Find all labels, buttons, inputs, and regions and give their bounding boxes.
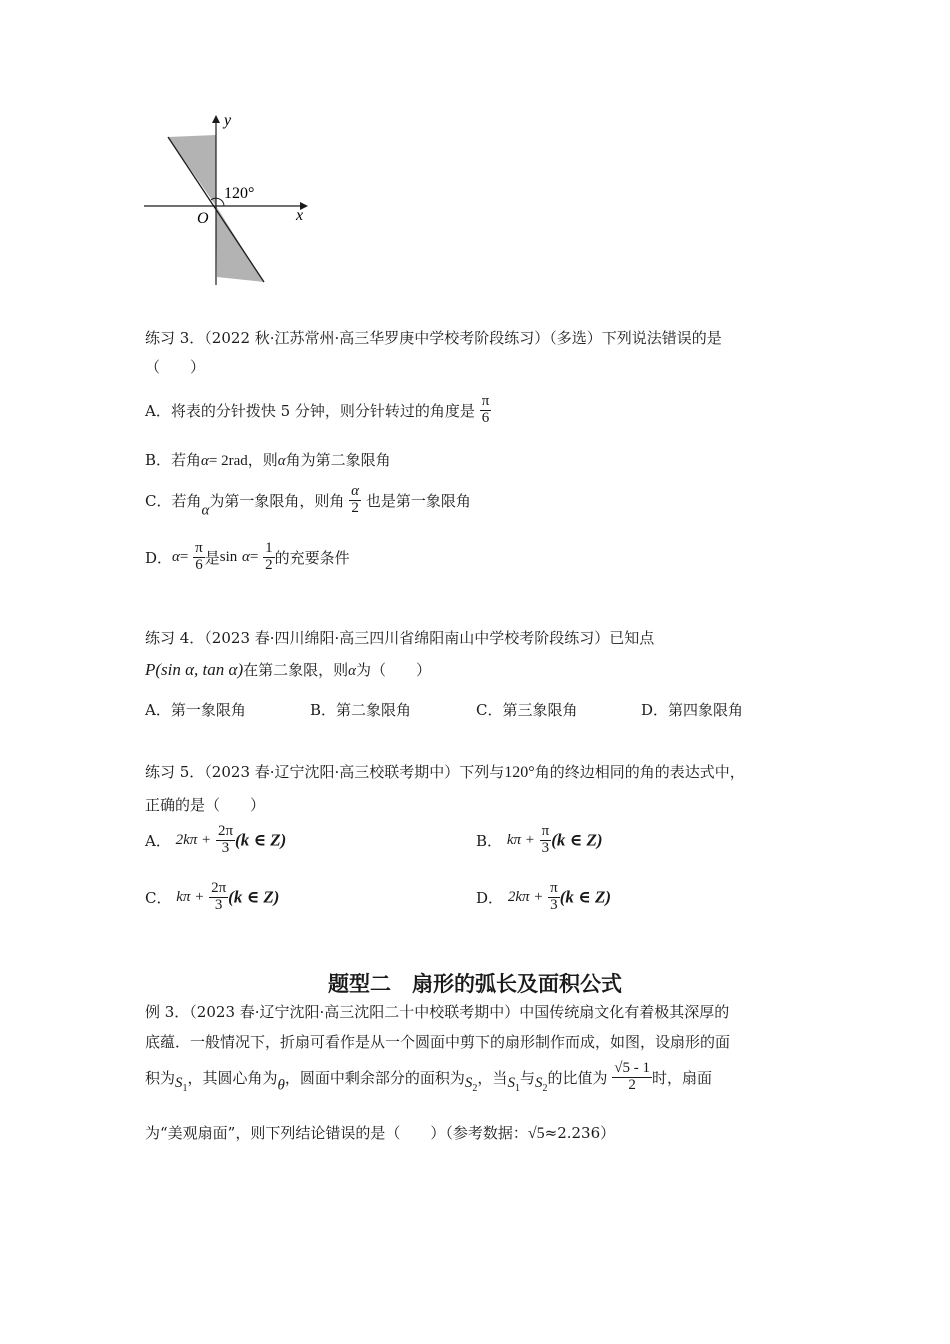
- option-d-fraction-2: $\frac{1}{2}$: [265, 540, 273, 573]
- option-a-fraction: $\frac{2\pi}{3}$: [217, 823, 234, 856]
- exercise-4-option-a: A．第一象限角: [145, 701, 246, 719]
- exercise-5-option-a: A． 2kπ + $\frac{2\pi}{3}$ (k ∈ Z): [145, 823, 287, 856]
- angle-label: 120°: [224, 185, 255, 202]
- y-axis-arrow: [212, 115, 220, 123]
- exercise-3-paren: （ ）: [145, 358, 206, 376]
- y-axis-label: y: [224, 112, 232, 129]
- option-d-fraction: $\frac{\pi}{3}$: [550, 880, 558, 913]
- exercise-3-option-c: C．若角α为第一象限角，则角 $\frac{\alpha}{2}$ 也是第一象限角: [145, 483, 471, 519]
- example-3-line1: 例 3．（2023 春·辽宁沈阳·高三沈阳二十中校联考期中）中国传统扇文化有着极其深厚的: [145, 1003, 730, 1021]
- coordinate-figure: [140, 105, 320, 290]
- option-c-fraction: $\frac{2\pi}{3}$: [211, 880, 227, 913]
- exercise-4-option-c: C．第三象限角: [476, 701, 578, 719]
- ratio-fraction: $\frac{√5 - 1}{2}$: [614, 1060, 650, 1093]
- section-title: 题型二 扇形的弧长及面积公式: [328, 972, 622, 996]
- exercise-5-option-b: B． kπ + $\frac{\pi}{3}$ (k ∈ Z): [476, 823, 603, 856]
- exercise-4-header: 练习 4．（2023 春·四川绵阳·高三四川省绵阳南山中学校考阶段练习）已知点: [145, 629, 655, 647]
- example-3-line4: 为“美观扇面”，则下列结论错误的是（ ）（参考数据：√5≈2.236）: [145, 1124, 616, 1142]
- option-b-fraction: $\frac{\pi}{3}$: [541, 823, 550, 856]
- exercise-3-header: 练习 3．（2022 秋·江苏常州·高三华罗庚中学校考阶段练习）（多选）下列说法错误的是: [145, 329, 722, 347]
- shaded-region-upper: [168, 135, 216, 206]
- exercise-5-option-c: C． kπ + $\frac{2\pi}{3}$ (k ∈ Z): [145, 880, 280, 913]
- option-a-fraction: $\frac{\pi}{6}$: [481, 393, 490, 426]
- option-a-text: A．将表的分针拨快 5 分钟，则分针转过的角度是: [145, 401, 475, 420]
- example-3-line3: 积为$S_1$，其圆心角为θ，圆面中剩余部分的面积为$S_2$，当$S_1$与$S_2$的比值为 $\frac{√5 - 1}{2}$ 时，扇面: [145, 1060, 712, 1095]
- x-axis-label: x: [296, 207, 304, 224]
- exercise-4-option-d: D．第四象限角: [641, 701, 744, 719]
- option-c-fraction: $\frac{\alpha}{2}$: [351, 483, 360, 516]
- option-d-fraction-1: $\frac{\pi}{6}$: [195, 540, 203, 573]
- exercise-5-line2: 正确的是（ ）: [145, 796, 266, 814]
- exercise-3-option-d: D．α= $\frac{\pi}{6}$ 是sin α= $\frac{1}{2}$ 的充要条件: [145, 540, 350, 573]
- exercise-4-option-b: B．第二象限角: [310, 701, 412, 719]
- exercise-5-option-d: D． 2kπ + $\frac{\pi}{3}$ (k ∈ Z): [476, 880, 612, 913]
- example-3-line2: 底蕴．一般情况下，折扇可看作是从一个圆面中剪下的扇形制作而成，如图，设扇形的面: [145, 1033, 731, 1051]
- exercise-5-header: 练习 5．（2023 春·辽宁沈阳·高三校联考期中）下列与120°角的终边相同的角的表达式中，: [145, 763, 745, 781]
- exercise-4-line2: P(sin α, tan α)在第二象限，则α为（ ）: [145, 660, 432, 679]
- exercise-3-option-a: [145, 394, 491, 427]
- point-expression: P(sin α, tan α): [145, 660, 244, 679]
- origin-label: O: [197, 210, 209, 227]
- exercise-3-option-b: B．若角α= 2rad，则α角为第二象限角: [145, 451, 391, 469]
